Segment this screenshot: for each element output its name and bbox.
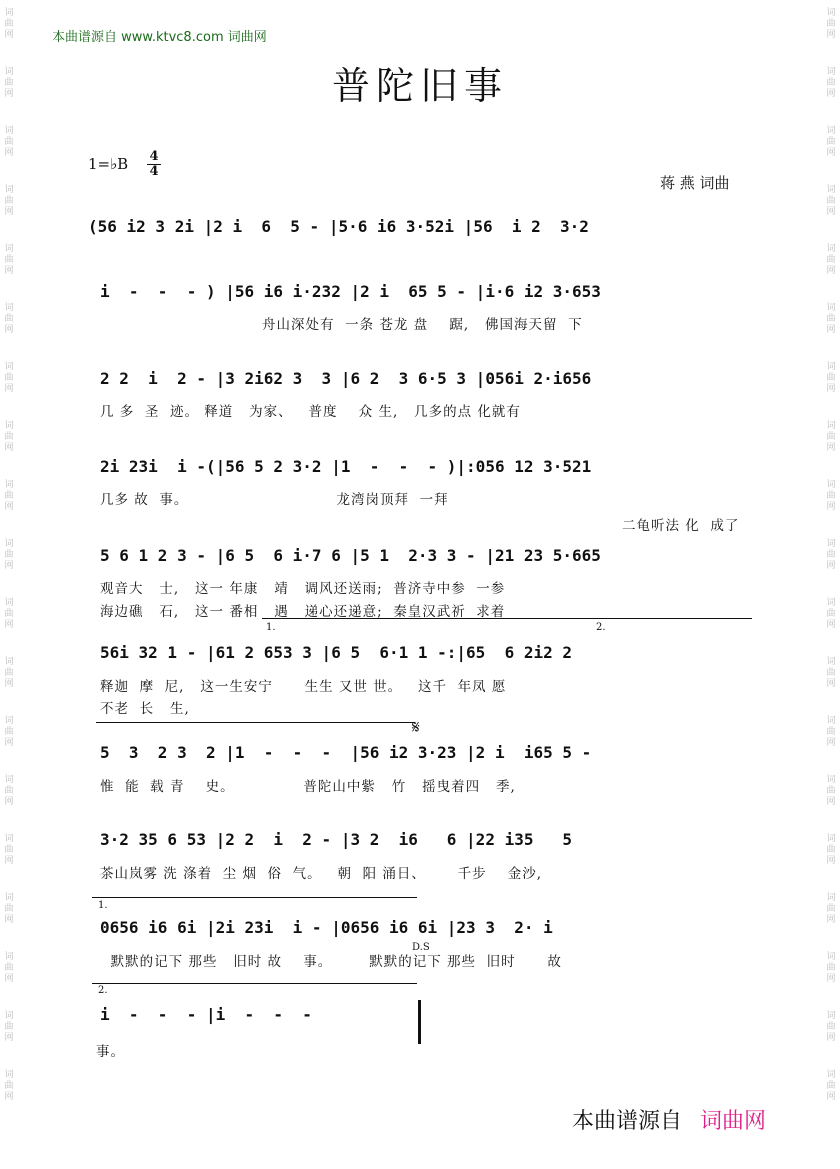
score-row-1: (56 i2 3 2i |2 i 6 5 - |5·6 i6 3·52i |56 i 2 3·2: [88, 217, 599, 236]
score-row-7: 5 3 2 3 2 |1 - - - |56 i2 3·23 |2 i i65 5 -: [100, 743, 601, 762]
lyric-row-5b: 海边礁 石, 这一 番相 遇 递心还递意; 秦皇汉武祈 求着: [100, 604, 506, 620]
watermark-text: 词 曲 网: [826, 834, 836, 866]
watermark-text: 词 曲 网: [4, 303, 14, 335]
watermark-text: 词 曲 网: [4, 1011, 14, 1043]
watermark-text: 词 曲 网: [826, 244, 836, 276]
watermark-text: 词 曲 网: [826, 185, 836, 217]
volta-1b: 1.: [98, 900, 108, 911]
volta-bracket-1b: [92, 897, 417, 898]
lyric-row-9: 默默的记下 那些 旧时 故 事。 默默的记下 那些 旧时 故: [100, 954, 562, 970]
score-row-3: 2 2 i 2 - |3 2i62 3 3 |6 2 3 6·5 3 |056i 2·i656: [100, 369, 601, 388]
watermark-text: 词 曲 网: [826, 539, 836, 571]
watermark-text: 词 曲 网: [4, 185, 14, 217]
watermark-text: 词 曲 网: [826, 67, 836, 99]
segno-sign: 𝄋: [412, 717, 420, 738]
score-row-10: i - - - |i - - -: [100, 1005, 322, 1024]
song-title: 普陀旧事: [331, 64, 508, 108]
score-row-8: 3·2 35 6 53 |2 2 i 2 - |3 2 i6 6 |22 i35 5: [100, 830, 582, 849]
watermark-text: 词 曲 网: [826, 126, 836, 158]
watermark-text: 词 曲 网: [4, 421, 14, 453]
lyric-row-4b: 二龟听法 化 成了: [622, 518, 740, 534]
watermark-text: 词 曲 网: [4, 598, 14, 630]
score-row-5: 5 6 1 2 3 - |6 5 6 i·7 6 |5 1 2·3 3 - |21 23 5·665: [100, 546, 611, 565]
watermark-text: 词 曲 网: [4, 834, 14, 866]
watermark-text: 词 曲 网: [4, 657, 14, 689]
watermark-text: 词 曲 网: [4, 775, 14, 807]
watermark-text: 词 曲 网: [4, 716, 14, 748]
watermark-text: 词 曲 网: [826, 775, 836, 807]
watermark-text: 词 曲 网: [4, 480, 14, 512]
lyric-row-5: 观音大 士, 这一 年康 靖 调风还送雨; 普济寺中参 一参: [100, 581, 506, 597]
lyric-row-7: 惟 能 载 青 史。 普陀山中紫 竹 摇曳着四 季,: [100, 779, 516, 795]
volta-bracket-2b: [92, 983, 417, 984]
lyric-row-10: 事。: [96, 1044, 125, 1060]
side-watermark-right: [824, 0, 838, 1103]
line-before-segno: [96, 722, 414, 723]
volta-1: 1.: [266, 622, 276, 633]
lyric-row-3: 几 多 圣 迹。 释道 为家、 普度 众 生, 几多的点 化就有: [100, 404, 521, 420]
dal-segno: D.S: [412, 942, 430, 953]
meter-top: 4: [149, 149, 159, 164]
lyric-row-8: 茶山岚雾 洗 涤着 尘 烟 俗 气。 朝 阳 涌日、 千步 金沙,: [100, 866, 543, 882]
footer-credit: [572, 1104, 766, 1135]
volta-bracket-1: [262, 618, 592, 619]
watermark-text: 词 曲 网: [826, 598, 836, 630]
meter-bottom: 4: [147, 164, 161, 179]
lyric-row-6b: 不老 长 生,: [100, 701, 190, 717]
watermark-text: 词 曲 网: [826, 8, 836, 40]
composer-credit: 蒋 燕 词曲: [660, 174, 730, 192]
score-row-6: 56i 32 1 - |61 2 653 3 |6 5 6·1 1 -:|65 6 2i2 2: [100, 643, 582, 662]
watermark-text: 词 曲 网: [4, 8, 14, 40]
watermark-text: 词 曲 网: [4, 893, 14, 925]
watermark-text: 词 曲 网: [4, 126, 14, 158]
watermark-text: 词 曲 网: [4, 244, 14, 276]
score-row-9: 0656 i6 6i |2i 23i i - |0656 i6 6i |23 3 2· i: [100, 918, 563, 937]
watermark-text: 词 曲 网: [826, 421, 836, 453]
watermark-text: 词 曲 网: [826, 362, 836, 394]
watermark-text: 词 曲 网: [4, 362, 14, 394]
source-header: 本曲谱源自 www.ktvc8.com 词曲网: [52, 30, 267, 45]
lyric-row-2: 舟山深处有 一条 苍龙 盘 踞, 佛国海天留 下: [262, 317, 583, 333]
lyric-row-4: 几多 故 事。 龙湾岗顶拜 一拜: [100, 492, 449, 508]
volta-2b: 2.: [98, 985, 108, 996]
side-watermark-left: [2, 0, 16, 1103]
footer-source: 本曲谱源自: [572, 1109, 683, 1134]
watermark-text: 词 曲 网: [826, 1070, 836, 1102]
final-barline: [418, 1000, 421, 1044]
lyric-row-6: 释迦 摩 尼, 这一生安宁 生生 又世 世。 这千 年凤 愿: [100, 679, 507, 695]
volta-2: 2.: [596, 622, 606, 633]
watermark-text: 词 曲 网: [826, 893, 836, 925]
watermark-text: 词 曲 网: [4, 67, 14, 99]
volta-bracket-2: [592, 618, 752, 619]
watermark-text: 词 曲 网: [4, 952, 14, 984]
watermark-text: 词 曲 网: [826, 1011, 836, 1043]
watermark-text: 词 曲 网: [826, 657, 836, 689]
footer-site: 词曲网: [700, 1109, 767, 1134]
score-row-4: 2i 23i i -(|56 5 2 3·2 |1 - - - )|:056 12 3·521: [100, 457, 601, 476]
watermark-text: 词 曲 网: [4, 539, 14, 571]
watermark-text: 词 曲 网: [826, 952, 836, 984]
key-signature: 1=♭B: [88, 155, 129, 173]
score-row-2: i - - - ) |56 i6 i·232 |2 i 65 5 - |i·6 i2 3·653: [100, 282, 611, 301]
watermark-text: 词 曲 网: [826, 480, 836, 512]
watermark-text: 词 曲 网: [4, 1070, 14, 1102]
watermark-text: 词 曲 网: [826, 303, 836, 335]
watermark-text: 词 曲 网: [826, 716, 836, 748]
time-signature: [147, 150, 161, 179]
